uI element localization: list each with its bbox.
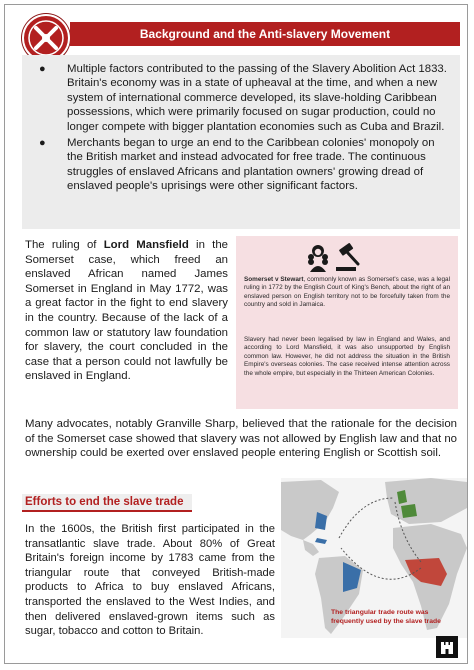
slave-trade-paragraph: In the 1600s, the British first participated in the transatlantic slave trade. About 80% of Great Britain's foreign income by 1783 came from the triangular route that conveyed British-made products to Africa to buy enslaved Africans, transported the enslaved to the West Indies, and then delivered enslaved-grown items such as sugar, tobacco and cotton to Britain.: [25, 523, 275, 638]
intro-bullet-text: Multiple factors contributed to the passing of the Slavery Abolition Act 1833. Britain's economy was in a state of upheaval at the time, and when a new system of international commerce developed, its slave-holding Caribbean possessions, which were primarily focused on sugar production, could no longer compete with bigger plantation economies such as Cuba and Brazil.: [67, 63, 447, 133]
somerset-paragraph: [25, 238, 228, 384]
crossed-tools-icon: [24, 16, 68, 60]
western-europe-region: [401, 504, 417, 518]
advocates-paragraph: Many advocates, notably Granville Sharp, believed that the rationale for the decision of the Somerset case showed that slavery was not allowed by English law and that no ownership could be exerted over enslaved people entering English or Scottish soil.: [25, 418, 457, 460]
section-heading: Efforts to end the slave trade: [22, 494, 192, 512]
somerset-lead: The ruling of: [25, 239, 104, 251]
bullet-dot-icon: ●: [39, 63, 46, 75]
page-title: Background and the Anti-slavery Movement: [70, 22, 460, 46]
map-caption: The triangular trade route was frequently used by the slave trade: [331, 609, 441, 625]
intro-box: [22, 55, 460, 229]
card-paragraph-2: Slavery had never been legalised by law in England and Wales, and according to Lord Mansfield, it was also unsupported by English common law. However, he did not address the situation in the British Empire's overseas colonies. The case received intense attention across the whole empire, but especially in the Thirteen American Colonies.: [244, 336, 450, 377]
card-paragraph-1-text: , commonly known as Somerset's case, was a legal ruling in 1772 by the English Court of King's Bench, about the right of an enslaved person on English territory not to be forcefully taken from the country and sold in Jamaica.: [244, 276, 450, 309]
somerset-rest: in the Somerset case, which freed an enslaved African named James Somerset in England in May 1772, was a great factor in the fight to end slavery in the country. Because of the lack of a common law or statutory law foundation for slavery, the court concluded in the case that a person could not lawfully be enslaved in England.: [25, 239, 228, 383]
somerset-info-card: [236, 236, 458, 409]
card-icons: [306, 242, 366, 274]
intro-bullet: [32, 136, 450, 194]
gavel-icon: [336, 243, 358, 271]
card-paragraph-1: [244, 276, 450, 310]
lord-mansfield-name: Lord Mansfield: [103, 239, 189, 251]
judge-wig-icon: [308, 245, 328, 272]
intro-bullet-text: Merchants began to urge an end to the Caribbean colonies' monopoly on the British market and instead advocated for free trade. The continuous struggles of enslaved Africans and plantation owners' growing dread of enslaved people's uprisings were other significant factors.: [67, 137, 435, 193]
bullet-dot-icon: ●: [39, 137, 46, 150]
case-title: Somerset v Stewart: [244, 276, 304, 283]
intro-bullet: [32, 62, 450, 134]
castle-logo-icon: [436, 636, 458, 658]
